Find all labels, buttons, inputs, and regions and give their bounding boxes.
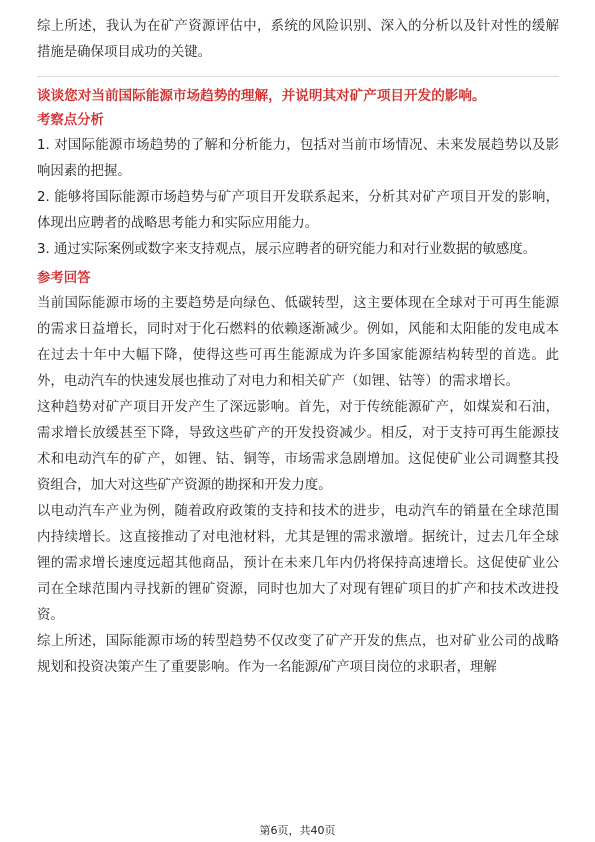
answer-paragraph: 综上所述，国际能源市场的转型趋势不仅改变了矿产开发的焦点，也对矿业公司的战略规划和投资决策产生了重要影响。作为一名能源/矿产项目岗位的求职者，理解 xyxy=(37,634,559,675)
section-divider xyxy=(37,76,559,77)
page-footer: 第6页，共40页 xyxy=(259,824,336,837)
analysis-point: 3. 通过实际案例或数字来支持观点，展示应聘者的研究能力和对行业数据的敏感度。 xyxy=(37,242,537,257)
interview-question: 谈谈您对当前国际能源市场趋势的理解，并说明其对矿产项目开发的影响。 xyxy=(37,88,486,104)
analysis-point: 1. 对国际能源市场趋势的了解和分析能力，包括对当前市场情况、未来发展趋势以及影响因素的把握。 xyxy=(37,138,559,179)
answer-title: 参考回答 xyxy=(37,271,91,286)
analysis-point: 2. 能够将国际能源市场趋势与矿产项目开发联系起来，分析其对矿产项目开发的影响，体现出应聘者的战略思考能力和实际应用能力。 xyxy=(37,190,559,231)
analysis-title: 考察点分析 xyxy=(37,113,104,128)
intro-conclusion-paragraph: 综上所述，我认为在矿产资源评估中，系统的风险识别、深入的分析以及针对性的缓解措施是确保项目成功的关键。 xyxy=(37,19,559,60)
answer-paragraph: 以电动汽车产业为例，随着政府政策的支持和技术的进步，电动汽车的销量在全球范围内持续增长。这直接推动了对电池材料，尤其是锂的需求激增。据统计，过去几年全球锂的需求增长速度远超其他商品，预计在未来几年内仍将保持高速增长。这促使矿业公司在全球范围内寻找新的锂矿资源，同时也加大了对现有锂矿项目的扩产和技术改进投资。 xyxy=(37,504,559,623)
document-page xyxy=(37,14,559,681)
answer-paragraph: 当前国际能源市场的主要趋势是向绿色、低碳转型，这主要体现在全球对于可再生能源的需求日益增长，同时对于化石燃料的依赖逐渐减少。例如，风能和太阳能的发电成本在过去十年中大幅下降，使得这些可再生能源成为许多国家能源结构转型的首选。此外，电动汽车的快速发展也推动了对电力和相关矿产（如锂、钴等）的需求增长。 xyxy=(37,296,559,389)
answer-paragraph: 这种趋势对矿产项目开发产生了深远影响。首先，对于传统能源矿产，如煤炭和石油，需求增长放缓甚至下降，导致这些矿产的开发投资减少。相反，对于支持可再生能源技术和电动汽车的矿产，如锂、钴、铜等，市场需求急剧增加。这促使矿业公司调整其投资组合，加大对这些矿产资源的勘探和开发力度。 xyxy=(37,400,559,493)
